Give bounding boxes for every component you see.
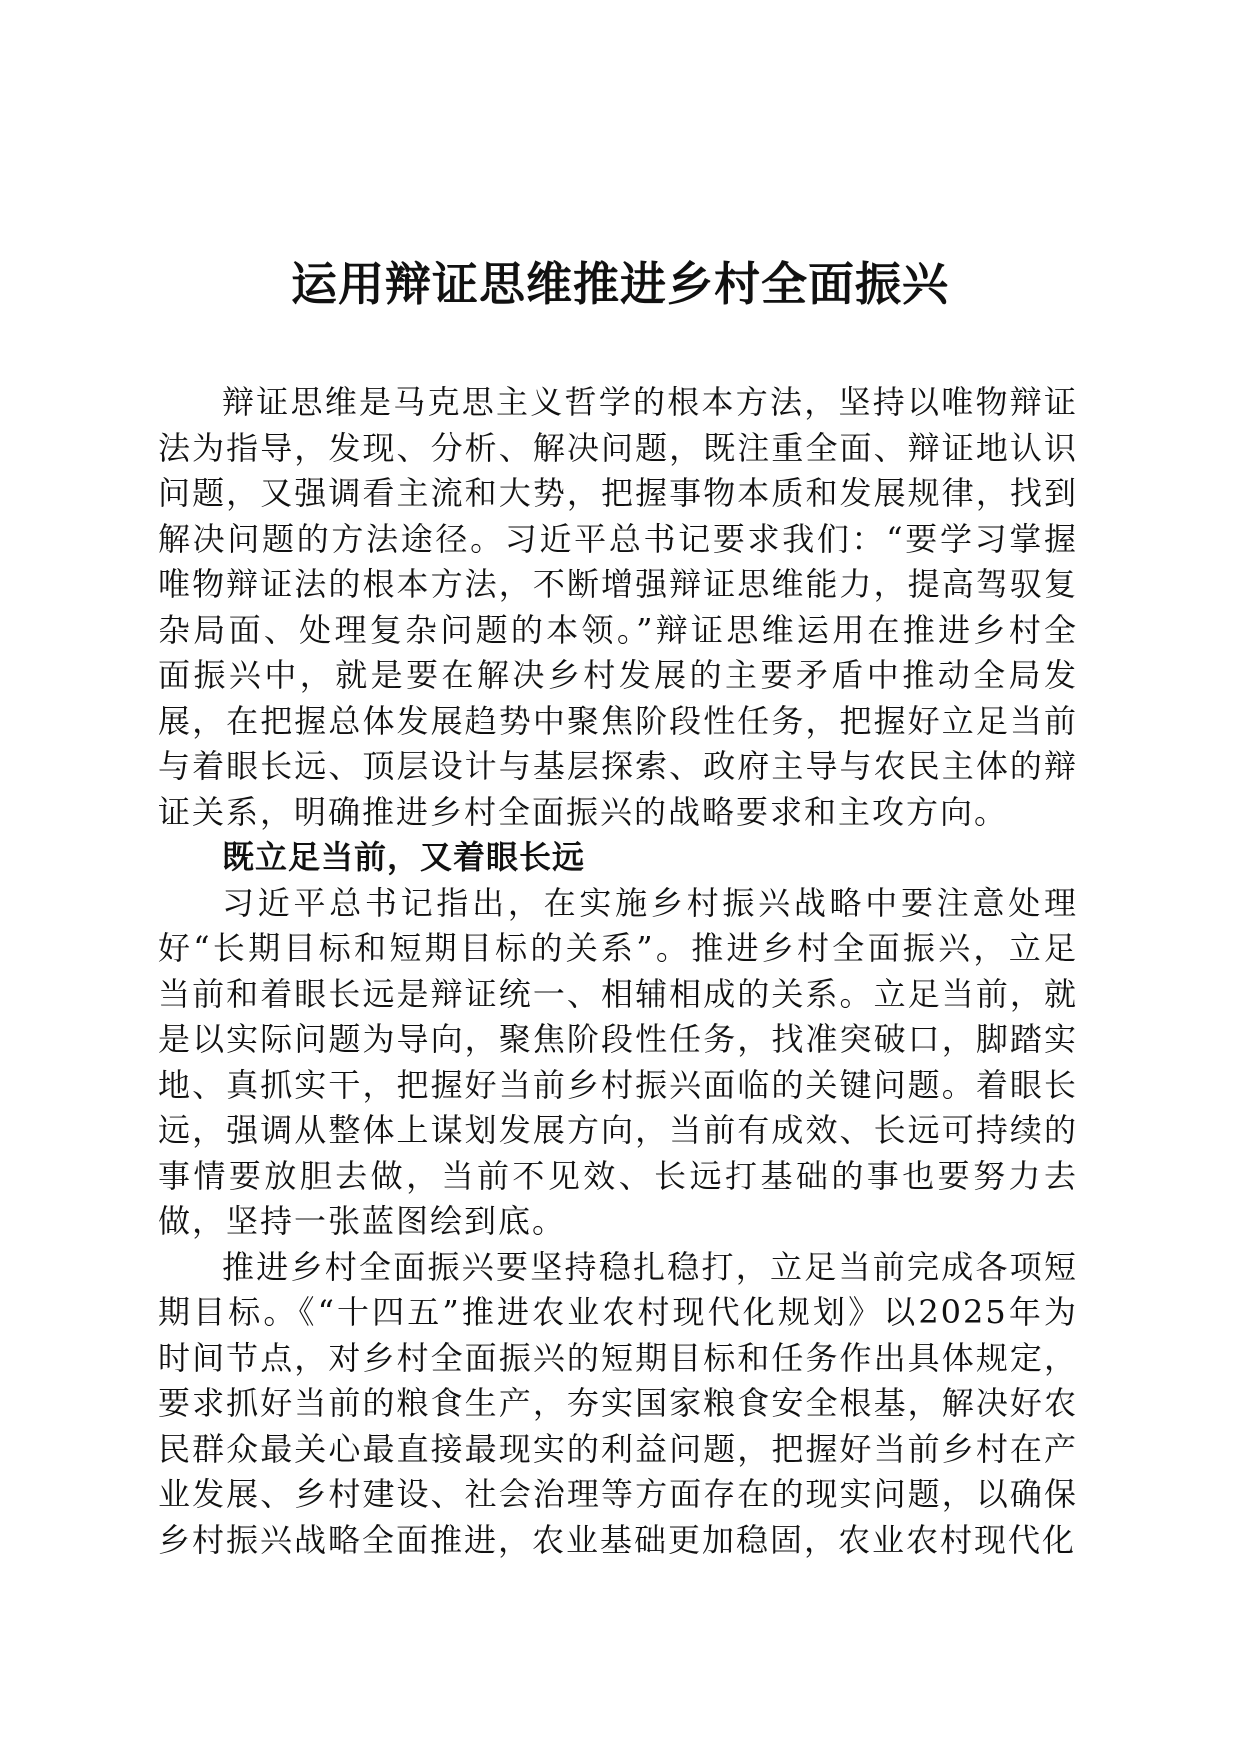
section-heading: 既立足当前，又着眼长远 [222,838,586,876]
paragraph-section-1: 习近平总书记指出，在实施乡村振兴战略中要注意处理好“长期目标和短期目标的关系”。推进乡村全面振兴，立足当前和着眼长远是辩证统一、相辅相成的关系。立足当前，就是以实际问题为导向，聚焦阶段性任务，找准突破口，脚踏实地、真抓实干，把握好当前乡村振兴面临的关键问题。着眼长远，强调从整体上谋划发展方向，当前有成效、长远可持续的事情要放胆去做，当前不见效、长远打基础的事也要努力去做，坚持一张蓝图绘到底。 [158,883,1078,1240]
document-body [158,380,1078,1563]
paragraph-section-2: 推进乡村全面振兴要坚持稳扎稳打，立足当前完成各项短期目标。《“十四五”推进农业农村现代化规划》以2025年为时间节点，对乡村全面振兴的短期目标和任务作出具体规定，要求抓好当前的粮食生产，夯实国家粮食安全根基，解决好农民群众最关心最直接最现实的利益问题，把握好当前乡村在产业发展、乡村建设、社会治理等方面存在的现实问题，以确保乡村振兴战略全面推进，农业基础更加稳固，农业农村现代化 [158,1247,1078,1559]
paragraph-intro: 辩证思维是马克思主义哲学的根本方法，坚持以唯物辩证法为指导，发现、分析、解决问题，既注重全面、辩证地认识问题，又强调看主流和大势，把握事物本质和发展规律，找到解决问题的方法途径。习近平总书记要求我们：“要学习掌握唯物辩证法的根本方法，不断增强辩证思维能力，提高驾驭复杂局面、处理复杂问题的本领。”辩证思维运用在推进乡村全面振兴中，就是要在解决乡村发展的主要矛盾中推动全局发展，在把握总体发展趋势中聚焦阶段性任务，把握好立足当前与着眼长远、顶层设计与基层探索、政府主导与农民主体的辩证关系，明确推进乡村全面振兴的战略要求和主攻方向。 [158,383,1078,831]
document-title: 运用辩证思维推进乡村全面振兴 [291,257,949,311]
